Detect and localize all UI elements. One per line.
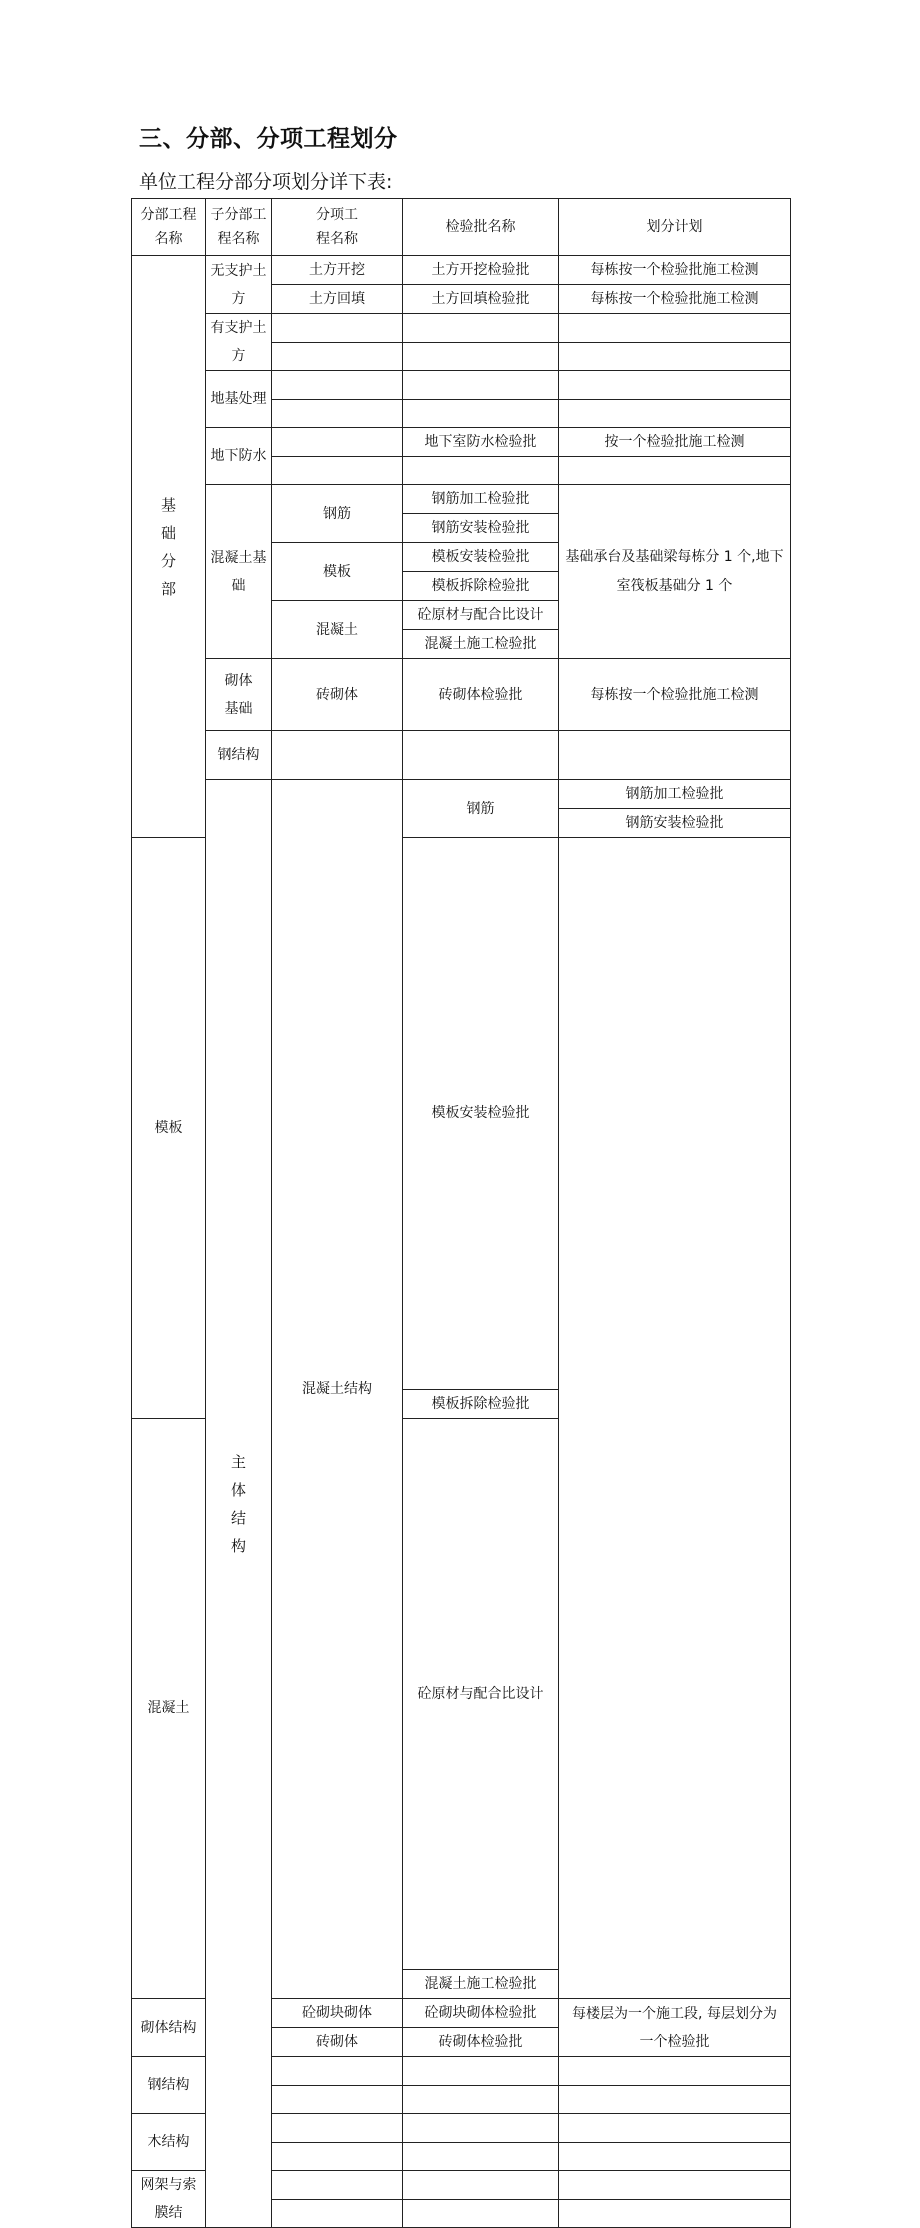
header-fenbu: 分部工程名称: [132, 199, 206, 256]
empty-cell: [559, 2086, 791, 2114]
main-structure-division-label: 主 体 结 构: [206, 780, 272, 2228]
item-cell: 土方开挖: [272, 256, 403, 285]
header-fenxiang: 分项工程名称: [272, 199, 403, 256]
table-row: [132, 314, 791, 343]
batch-cell: 模板拆除检验批: [403, 1389, 559, 1418]
empty-cell: [272, 314, 403, 343]
item-concrete: 混凝土: [132, 1418, 206, 1999]
batch-cell: 砼原材与配合比设计: [403, 601, 559, 630]
batch-cell: 钢筋加工检验批: [403, 485, 559, 514]
batch-cell: 钢筋安装检验批: [403, 514, 559, 543]
page-title: 三、分部、分项工程划分: [139, 126, 398, 152]
empty-cell: [272, 2114, 403, 2143]
batch-cell: 地下室防水检验批: [403, 428, 559, 457]
table-row: [132, 780, 791, 809]
empty-cell: [272, 2200, 403, 2228]
empty-cell: [559, 2143, 791, 2171]
batch-cell: 砼原材与配合比设计: [403, 1418, 559, 1970]
subdivision-concrete-structure: 混凝土结构: [272, 780, 403, 1999]
empty-cell: [403, 457, 559, 485]
table-row: [132, 428, 791, 457]
batch-cell: 混凝土施工检验批: [403, 630, 559, 659]
batch-cell: 砖砌体检验批: [403, 2028, 559, 2057]
batch-cell: 混凝土施工检验批: [403, 1970, 559, 1999]
plan-cell: 每栋按一个检验批施工检测: [559, 285, 791, 314]
batch-cell: 钢筋加工检验批: [559, 780, 791, 809]
empty-cell: [403, 2200, 559, 2228]
empty-cell: [403, 2057, 559, 2086]
item-formwork: 模板: [272, 543, 403, 601]
subdivision-space-frame: 网架与索膜结: [132, 2171, 206, 2228]
subdivision-masonry-foundation: 砌体基础: [206, 659, 272, 731]
empty-cell: [559, 343, 791, 371]
table-row: [132, 731, 791, 780]
empty-cell: [272, 457, 403, 485]
table-header-row: [132, 199, 791, 256]
empty-cell: [559, 2114, 791, 2143]
plan-cell: 每楼层为一个施工段, 每层划分为一个检验批: [559, 1999, 791, 2057]
plan-cell: 每栋按一个检验批施工检测: [559, 256, 791, 285]
empty-cell: [272, 731, 403, 780]
item-rebar: 钢筋: [403, 780, 559, 838]
empty-cell: [559, 371, 791, 400]
table-row: [132, 256, 791, 285]
empty-cell: [403, 343, 559, 371]
empty-cell: [559, 2200, 791, 2228]
subdivision-masonry-structure: 砌体结构: [132, 1999, 206, 2057]
batch-cell: 砼砌块砌体检验批: [403, 1999, 559, 2028]
subdivision-concrete-foundation: 混凝土基础: [206, 485, 272, 659]
subdivision-timber-structure: 木结构: [132, 2114, 206, 2171]
plan-cell: 基础承台及基础梁每栋分 1 个,地下室筏板基础分 1 个: [559, 485, 791, 659]
empty-cell: [559, 2171, 791, 2200]
empty-cell: [559, 2057, 791, 2086]
subdivision-support-earthwork: 有支护土方: [206, 314, 272, 371]
header-jianyanpi: 检验批名称: [403, 199, 559, 256]
empty-cell: [403, 400, 559, 428]
subdivision-ground-treatment: 地基处理: [206, 371, 272, 428]
subdivision-steel-structure: 钢结构: [206, 731, 272, 780]
batch-cell: 模板安装检验批: [403, 543, 559, 572]
empty-cell: [272, 2143, 403, 2171]
item-cell: 砼砌块砌体: [272, 1999, 403, 2028]
batch-cell: 土方回填检验批: [403, 285, 559, 314]
table-row: [132, 659, 791, 731]
empty-cell: [272, 2171, 403, 2200]
empty-cell: [559, 731, 791, 780]
item-cell: 土方回填: [272, 285, 403, 314]
division-table: [131, 198, 791, 2228]
subdivision-steel-structure: 钢结构: [132, 2057, 206, 2114]
plan-cell: 每栋按一个检验批施工检测: [559, 659, 791, 731]
item-rebar: 钢筋: [272, 485, 403, 543]
empty-cell: [559, 314, 791, 343]
foundation-division-label: 基 础 分 部: [132, 256, 206, 838]
subdivision-waterproof: 地下防水: [206, 428, 272, 485]
batch-cell: 模板安装检验批: [403, 838, 559, 1390]
item-cell: 砖砌体: [272, 2028, 403, 2057]
batch-cell: 钢筋安装检验批: [559, 809, 791, 838]
empty-cell: [403, 2114, 559, 2143]
empty-cell: [403, 731, 559, 780]
empty-cell: [403, 2171, 559, 2200]
batch-cell: 土方开挖检验批: [403, 256, 559, 285]
header-plan: 划分计划: [559, 199, 791, 256]
table-row: [132, 371, 791, 400]
batch-cell: 模板拆除检验批: [403, 572, 559, 601]
item-formwork: 模板: [132, 838, 206, 1419]
empty-cell: [403, 314, 559, 343]
item-cell: 砖砌体: [272, 659, 403, 731]
empty-cell: [272, 371, 403, 400]
table-caption: 单位工程分部分项划分详下表:: [139, 171, 393, 193]
empty-cell: [403, 2086, 559, 2114]
empty-cell: [272, 400, 403, 428]
header-zifenbu: 子分部工程名称: [206, 199, 272, 256]
empty-cell: [272, 2086, 403, 2114]
empty-cell: [272, 2057, 403, 2086]
empty-cell: [272, 343, 403, 371]
plan-cell: 按一个检验批施工检测: [559, 428, 791, 457]
empty-cell: [403, 2143, 559, 2171]
empty-cell: [272, 428, 403, 457]
empty-cell: [403, 371, 559, 400]
table-row: [132, 485, 791, 514]
item-concrete: 混凝土: [272, 601, 403, 659]
empty-cell: [559, 400, 791, 428]
batch-cell: 砖砌体检验批: [403, 659, 559, 731]
subdivision-no-support-earthwork: 无支护土方: [206, 256, 272, 314]
empty-cell: [559, 457, 791, 485]
